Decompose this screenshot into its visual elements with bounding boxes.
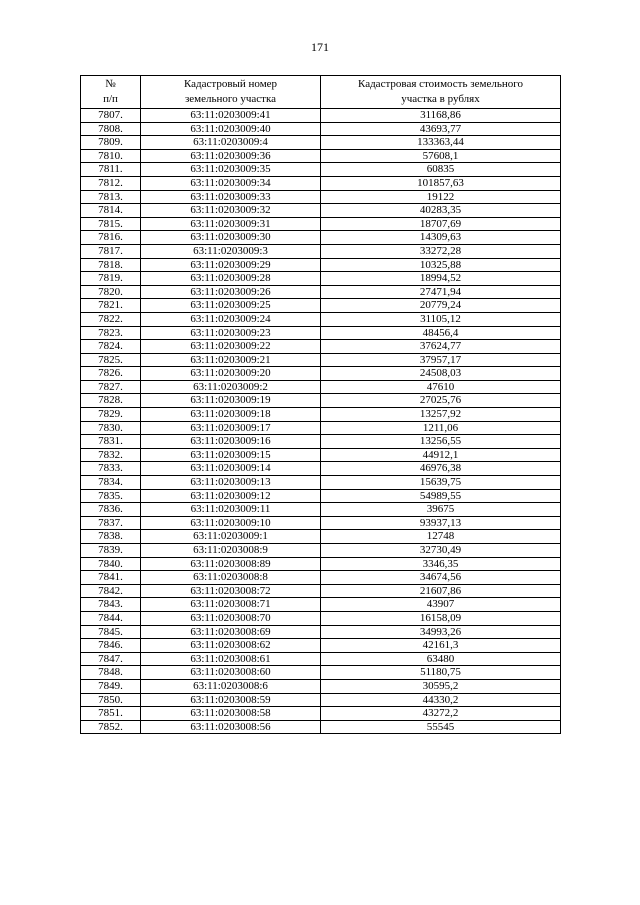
table-row xyxy=(81,109,561,123)
row-number-cell: 7851. xyxy=(81,707,141,721)
cadastral-number-cell: 63:11:0203009:35 xyxy=(141,163,321,177)
cadastral-value-cell: 133363,44 xyxy=(321,136,561,150)
row-number-cell: 7842. xyxy=(81,584,141,598)
row-number-cell: 7831. xyxy=(81,435,141,449)
cadastral-number-cell: 63:11:0203008:60 xyxy=(141,666,321,680)
row-number-cell: 7815. xyxy=(81,217,141,231)
cadastral-value-cell: 30595,2 xyxy=(321,679,561,693)
cadastral-value-cell: 27025,76 xyxy=(321,394,561,408)
table-row xyxy=(81,503,561,517)
cadastral-value-cell: 34674,56 xyxy=(321,571,561,585)
row-number-cell: 7835. xyxy=(81,489,141,503)
cadastral-number-cell: 63:11:0203009:28 xyxy=(141,272,321,286)
cadastral-value-cell: 24508,03 xyxy=(321,367,561,381)
cadastral-number-cell: 63:11:0203009:14 xyxy=(141,462,321,476)
table-row xyxy=(81,408,561,422)
cadastral-number-cell: 63:11:0203008:56 xyxy=(141,720,321,734)
table-row xyxy=(81,557,561,571)
cadastral-value-cell: 43907 xyxy=(321,598,561,612)
cadastral-value-cell: 43272,2 xyxy=(321,707,561,721)
row-number-cell: 7810. xyxy=(81,149,141,163)
row-number-cell: 7829. xyxy=(81,408,141,422)
row-number-cell: 7845. xyxy=(81,625,141,639)
row-number-cell: 7836. xyxy=(81,503,141,517)
row-number-cell: 7813. xyxy=(81,190,141,204)
cadastral-value-cell: 10325,88 xyxy=(321,258,561,272)
cadastral-value-cell: 101857,63 xyxy=(321,176,561,190)
cadastral-value-cell: 42161,3 xyxy=(321,639,561,653)
table-row xyxy=(81,136,561,150)
table-row xyxy=(81,530,561,544)
cadastral-value-cell: 43693,77 xyxy=(321,122,561,136)
cadastral-number-cell: 63:11:0203008:59 xyxy=(141,693,321,707)
table-row xyxy=(81,258,561,272)
cadastral-value-cell: 32730,49 xyxy=(321,544,561,558)
cadastral-number-cell: 63:11:0203008:70 xyxy=(141,611,321,625)
table-row xyxy=(81,571,561,585)
table-row xyxy=(81,394,561,408)
header-cadastral-number-line: земельного участка xyxy=(184,93,277,105)
cadastral-number-cell: 63:11:0203009:25 xyxy=(141,299,321,313)
cadastral-number-cell: 63:11:0203009:29 xyxy=(141,258,321,272)
table-row xyxy=(81,652,561,666)
table-row xyxy=(81,340,561,354)
table-row xyxy=(81,163,561,177)
cadastral-value-cell: 60835 xyxy=(321,163,561,177)
table-row xyxy=(81,462,561,476)
table-row xyxy=(81,353,561,367)
table-body xyxy=(81,109,561,734)
row-number-cell: 7811. xyxy=(81,163,141,177)
cadastral-value-cell: 13256,55 xyxy=(321,435,561,449)
row-number-cell: 7816. xyxy=(81,231,141,245)
row-number-cell: 7812. xyxy=(81,176,141,190)
row-number-cell: 7825. xyxy=(81,353,141,367)
cadastral-value-cell: 20779,24 xyxy=(321,299,561,313)
header-num-line: п/п xyxy=(103,93,118,105)
cadastral-number-cell: 63:11:0203009:4 xyxy=(141,136,321,150)
cadastral-number-cell: 63:11:0203009:26 xyxy=(141,285,321,299)
cadastral-value-cell: 19122 xyxy=(321,190,561,204)
cadastral-number-cell: 63:11:0203009:30 xyxy=(141,231,321,245)
row-number-cell: 7827. xyxy=(81,380,141,394)
cadastral-number-cell: 63:11:0203008:61 xyxy=(141,652,321,666)
cadastral-value-cell: 40283,35 xyxy=(321,204,561,218)
row-number-cell: 7846. xyxy=(81,639,141,653)
header-cadastral-number xyxy=(141,76,321,109)
row-number-cell: 7830. xyxy=(81,421,141,435)
table-row xyxy=(81,326,561,340)
cadastral-number-cell: 63:11:0203009:19 xyxy=(141,394,321,408)
row-number-cell: 7832. xyxy=(81,448,141,462)
table-row xyxy=(81,380,561,394)
table-row xyxy=(81,421,561,435)
cadastral-value-cell: 51180,75 xyxy=(321,666,561,680)
row-number-cell: 7847. xyxy=(81,652,141,666)
table-row xyxy=(81,625,561,639)
table-row xyxy=(81,217,561,231)
cadastral-number-cell: 63:11:0203008:89 xyxy=(141,557,321,571)
header-cadastral-value-line: участка в рублях xyxy=(401,93,480,105)
row-number-cell: 7814. xyxy=(81,204,141,218)
table-row xyxy=(81,272,561,286)
row-number-cell: 7809. xyxy=(81,136,141,150)
table-row xyxy=(81,448,561,462)
cadastral-value-cell: 13257,92 xyxy=(321,408,561,422)
row-number-cell: 7808. xyxy=(81,122,141,136)
cadastral-number-cell: 63:11:0203009:32 xyxy=(141,204,321,218)
table-row xyxy=(81,639,561,653)
row-number-cell: 7840. xyxy=(81,557,141,571)
row-number-cell: 7828. xyxy=(81,394,141,408)
cadastral-value-cell: 27471,94 xyxy=(321,285,561,299)
header-num-line: № xyxy=(105,78,116,90)
row-number-cell: 7837. xyxy=(81,516,141,530)
table-row xyxy=(81,204,561,218)
header-cadastral-number-line: Кадастровый номер xyxy=(183,78,278,90)
row-number-cell: 7824. xyxy=(81,340,141,354)
cadastral-value-cell: 14309,63 xyxy=(321,231,561,245)
cadastral-value-cell: 31168,86 xyxy=(321,109,561,123)
cadastral-value-cell: 1211,06 xyxy=(321,421,561,435)
cadastral-number-cell: 63:11:0203009:16 xyxy=(141,435,321,449)
cadastral-value-cell: 55545 xyxy=(321,720,561,734)
table-row xyxy=(81,190,561,204)
row-number-cell: 7820. xyxy=(81,285,141,299)
cadastral-number-cell: 63:11:0203009:13 xyxy=(141,476,321,490)
cadastral-value-cell: 57608,1 xyxy=(321,149,561,163)
table-row xyxy=(81,367,561,381)
row-number-cell: 7823. xyxy=(81,326,141,340)
cadastral-number-cell: 63:11:0203009:41 xyxy=(141,109,321,123)
cadastral-value-cell: 31105,12 xyxy=(321,312,561,326)
row-number-cell: 7849. xyxy=(81,679,141,693)
cadastral-number-cell: 63:11:0203009:24 xyxy=(141,312,321,326)
cadastral-number-cell: 63:11:0203008:58 xyxy=(141,707,321,721)
row-number-cell: 7839. xyxy=(81,544,141,558)
table-row xyxy=(81,244,561,258)
cadastral-number-cell: 63:11:0203008:69 xyxy=(141,625,321,639)
row-number-cell: 7843. xyxy=(81,598,141,612)
cadastral-value-cell: 39675 xyxy=(321,503,561,517)
row-number-cell: 7819. xyxy=(81,272,141,286)
cadastral-number-cell: 63:11:0203008:6 xyxy=(141,679,321,693)
cadastral-value-cell: 18994,52 xyxy=(321,272,561,286)
cadastral-value-table xyxy=(80,75,561,734)
table-row xyxy=(81,122,561,136)
row-number-cell: 7852. xyxy=(81,720,141,734)
cadastral-number-cell: 63:11:0203009:10 xyxy=(141,516,321,530)
cadastral-value-cell: 54989,55 xyxy=(321,489,561,503)
table-row xyxy=(81,476,561,490)
cadastral-value-cell: 46976,38 xyxy=(321,462,561,476)
cadastral-value-cell: 16158,09 xyxy=(321,611,561,625)
row-number-cell: 7822. xyxy=(81,312,141,326)
cadastral-value-cell: 44912,1 xyxy=(321,448,561,462)
table-row xyxy=(81,176,561,190)
cadastral-number-cell: 63:11:0203009:1 xyxy=(141,530,321,544)
cadastral-number-cell: 63:11:0203009:18 xyxy=(141,408,321,422)
cadastral-value-cell: 21607,86 xyxy=(321,584,561,598)
cadastral-value-cell: 34993,26 xyxy=(321,625,561,639)
cadastral-number-cell: 63:11:0203009:23 xyxy=(141,326,321,340)
cadastral-number-cell: 63:11:0203009:36 xyxy=(141,149,321,163)
header-cadastral-value-line: Кадастровая стоимость земельного xyxy=(358,78,523,90)
row-number-cell: 7834. xyxy=(81,476,141,490)
table-row xyxy=(81,516,561,530)
table-row xyxy=(81,149,561,163)
row-number-cell: 7838. xyxy=(81,530,141,544)
table-row xyxy=(81,693,561,707)
cadastral-value-cell: 93937,13 xyxy=(321,516,561,530)
cadastral-number-cell: 63:11:0203009:22 xyxy=(141,340,321,354)
table-row xyxy=(81,679,561,693)
cadastral-number-cell: 63:11:0203009:21 xyxy=(141,353,321,367)
row-number-cell: 7826. xyxy=(81,367,141,381)
cadastral-value-cell: 15639,75 xyxy=(321,476,561,490)
cadastral-value-cell: 47610 xyxy=(321,380,561,394)
cadastral-value-cell: 33272,28 xyxy=(321,244,561,258)
cadastral-number-cell: 63:11:0203009:20 xyxy=(141,367,321,381)
cadastral-number-cell: 63:11:0203009:33 xyxy=(141,190,321,204)
row-number-cell: 7848. xyxy=(81,666,141,680)
page-number: 171 xyxy=(311,40,329,54)
cadastral-number-cell: 63:11:0203008:72 xyxy=(141,584,321,598)
cadastral-number-cell: 63:11:0203008:8 xyxy=(141,571,321,585)
cadastral-value-cell: 37624,77 xyxy=(321,340,561,354)
table-row xyxy=(81,666,561,680)
table-row xyxy=(81,231,561,245)
cadastral-value-cell: 37957,17 xyxy=(321,353,561,367)
table-row xyxy=(81,544,561,558)
cadastral-value-cell: 44330,2 xyxy=(321,693,561,707)
table-row xyxy=(81,598,561,612)
cadastral-number-cell: 63:11:0203009:40 xyxy=(141,122,321,136)
row-number-cell: 7841. xyxy=(81,571,141,585)
cadastral-value-cell: 18707,69 xyxy=(321,217,561,231)
header-cadastral-value xyxy=(321,76,561,109)
cadastral-value-cell: 63480 xyxy=(321,652,561,666)
cadastral-number-cell: 63:11:0203009:34 xyxy=(141,176,321,190)
row-number-cell: 7850. xyxy=(81,693,141,707)
table-row xyxy=(81,299,561,313)
cadastral-value-cell: 48456,4 xyxy=(321,326,561,340)
cadastral-number-cell: 63:11:0203009:31 xyxy=(141,217,321,231)
table-row xyxy=(81,707,561,721)
cadastral-number-cell: 63:11:0203009:3 xyxy=(141,244,321,258)
cadastral-number-cell: 63:11:0203009:11 xyxy=(141,503,321,517)
row-number-cell: 7817. xyxy=(81,244,141,258)
cadastral-value-cell: 3346,35 xyxy=(321,557,561,571)
cadastral-number-cell: 63:11:0203009:2 xyxy=(141,380,321,394)
row-number-cell: 7821. xyxy=(81,299,141,313)
table-row xyxy=(81,312,561,326)
table-row xyxy=(81,489,561,503)
row-number-cell: 7818. xyxy=(81,258,141,272)
cadastral-number-cell: 63:11:0203008:9 xyxy=(141,544,321,558)
cadastral-number-cell: 63:11:0203008:71 xyxy=(141,598,321,612)
table-row xyxy=(81,285,561,299)
row-number-cell: 7844. xyxy=(81,611,141,625)
cadastral-number-cell: 63:11:0203009:15 xyxy=(141,448,321,462)
header-num xyxy=(81,76,141,109)
table-row xyxy=(81,584,561,598)
table-row xyxy=(81,611,561,625)
cadastral-number-cell: 63:11:0203009:12 xyxy=(141,489,321,503)
row-number-cell: 7833. xyxy=(81,462,141,476)
cadastral-number-cell: 63:11:0203008:62 xyxy=(141,639,321,653)
table-header-row xyxy=(81,76,561,109)
cadastral-number-cell: 63:11:0203009:17 xyxy=(141,421,321,435)
cadastral-value-cell: 12748 xyxy=(321,530,561,544)
row-number-cell: 7807. xyxy=(81,109,141,123)
table-row xyxy=(81,720,561,734)
table-row xyxy=(81,435,561,449)
